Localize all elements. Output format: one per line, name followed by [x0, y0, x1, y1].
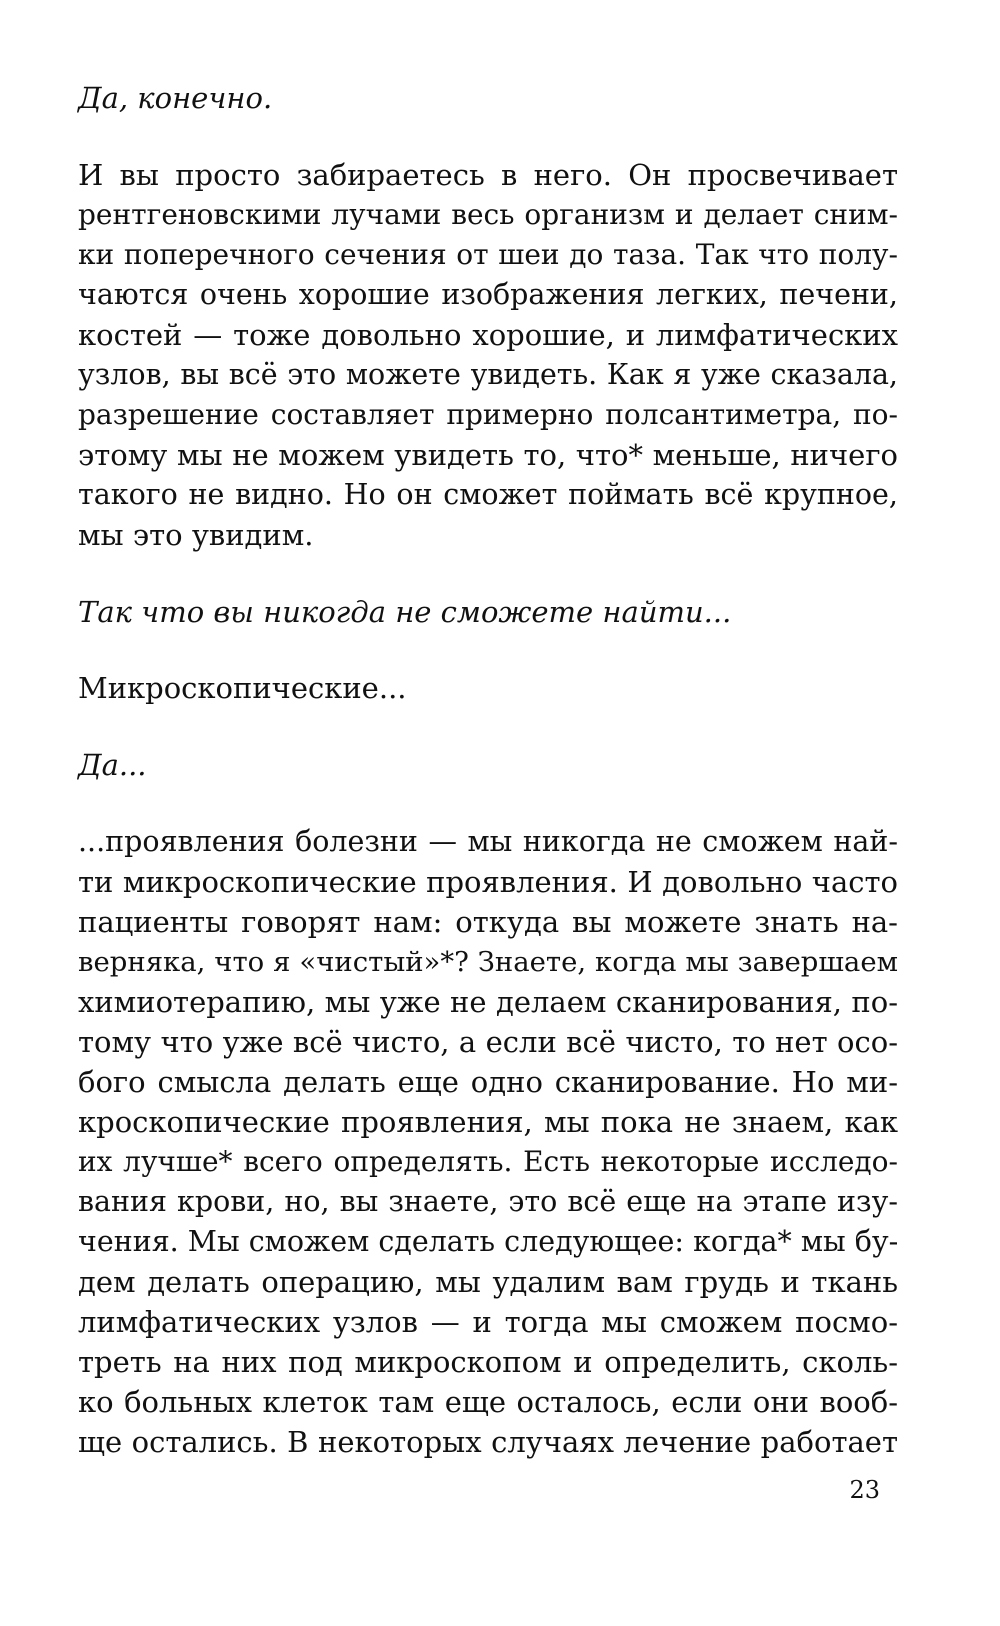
- paragraph-line: мы это увидим.: [78, 518, 314, 552]
- paragraph-line: рентгеновскими лучами весь организм и делает сним-: [78, 198, 898, 231]
- page-number: 23: [849, 1476, 880, 1504]
- paragraph-line: чаются очень хорошие изображения легких, печени,: [78, 278, 898, 311]
- paragraph-line: пациенты говорят нам: откуда вы можете знать на-: [78, 905, 898, 939]
- answer-line: Микроскопические...: [78, 671, 407, 705]
- question-line: Да, конечно.: [78, 81, 273, 115]
- paragraph-line: треть на них под микроскопом и определить, сколь-: [78, 1345, 898, 1379]
- paragraph-line: ...проявления болезни — мы никогда не сможем най-: [78, 825, 898, 858]
- paragraph-line: химиотерапию, мы уже не делаем сканирования, по-: [78, 985, 898, 1019]
- paragraph-line: дем делать операцию, мы удалим вам грудь и ткань: [78, 1265, 898, 1299]
- paragraph-line: узлов, вы всё это можете увидеть. Как я уже сказала,: [78, 358, 898, 391]
- paragraph-line: такого не видно. Но он сможет поймать всё крупное,: [78, 478, 898, 511]
- paragraph-line: верняка, что я «чистый»*? Знаете, когда мы завершаем: [78, 946, 898, 978]
- paragraph-line: ки поперечного сечения от шеи до таза. Так что полу-: [78, 238, 898, 271]
- paragraph-line: их лучше* всего определять. Есть некоторые исследо-: [78, 1145, 898, 1178]
- paragraph-line: кроскопические проявления, мы пока не знаем, как: [78, 1105, 898, 1139]
- paragraph-line: тому что уже всё чисто, а если всё чисто, то нет осо-: [78, 1025, 898, 1059]
- paragraph-line: ще остались. В некоторых случаях лечение работает: [78, 1425, 898, 1459]
- paragraph-line: И вы просто забираетесь в него. Он просвечивает: [78, 158, 898, 192]
- paragraph-line: лимфатических узлов — и тогда мы сможем посмо-: [78, 1305, 898, 1339]
- paragraph-line: чения. Мы сможем сделать следующее: когда* мы бу-: [78, 1225, 899, 1258]
- paragraph-line: костей — тоже довольно хорошие, и лимфатических: [78, 318, 898, 352]
- paragraph-line: ти микроскопические проявления. И довольно часто: [78, 865, 898, 899]
- paragraph-line: этому мы не можем увидеть то, что* меньше, ничего: [78, 438, 898, 472]
- paragraph-line: вания крови, но, вы знаете, это всё еще на этапе изу-: [78, 1185, 898, 1218]
- paragraph-line: разрешение составляет примерно полсантиметра, по-: [78, 398, 898, 431]
- paragraph-line: бого смысла делать еще одно сканирование. Но ми-: [78, 1065, 898, 1099]
- question-line: Да...: [78, 748, 147, 782]
- question-line: Так что вы никогда не сможете найти...: [78, 595, 732, 629]
- paragraph-line: ко больных клеток там еще осталось, если они вооб-: [78, 1385, 898, 1419]
